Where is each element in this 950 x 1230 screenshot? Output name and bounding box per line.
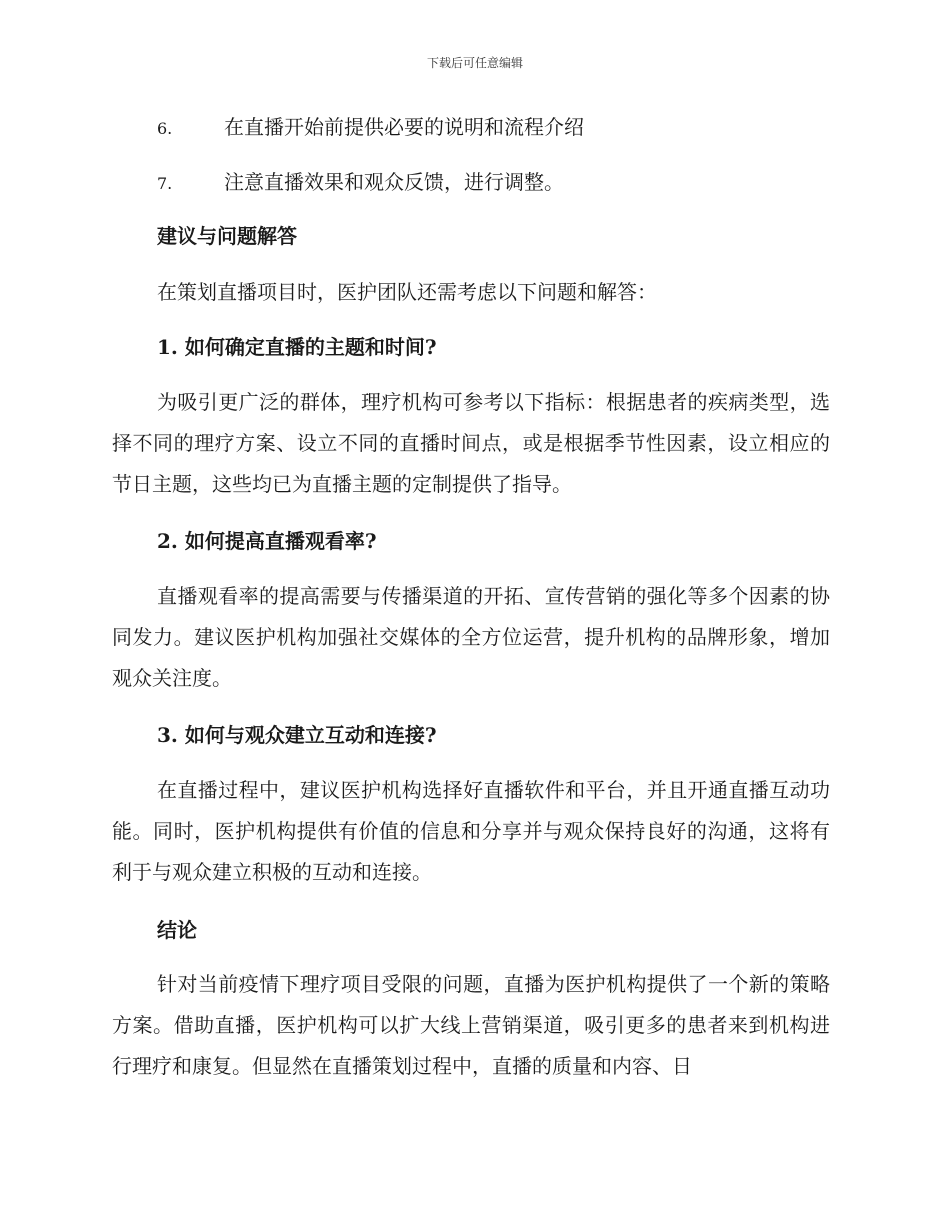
list-number: 6. xyxy=(157,119,173,138)
section-intro: 在策划直播项目时，医护团队还需考虑以下问题和解答： xyxy=(157,280,657,304)
question-1-answer: 为吸引更广泛的群体，理疗机构可参考以下指标：根据患者的疾病类型，选择不同的理疗方案、设立不同的直播时间点，或是根据季节性因素，设立相应的节日主题，这些均已为直播主题的定制提供了指导。 xyxy=(112,390,830,496)
list-number: 7. xyxy=(157,174,173,193)
question-3-answer: 在直播过程中，建议医护机构选择好直播软件和平台，并且开通直播互动功能。同时，医护机构提供有价值的信息和分享并与观众保持良好的沟通，这将有利于与观众建立积极的互动和连接。 xyxy=(112,778,830,884)
list-text: 在直播开始前提供必要的说明和流程介绍 xyxy=(224,115,584,139)
question-2-answer: 直播观看率的提高需要与传播渠道的开拓、宣传营销的强化等多个因素的协同发力。建议医护机构加强社交媒体的全方位运营，提升机构的品牌形象，增加观众关注度。 xyxy=(112,584,830,690)
list-text: 注意直播效果和观众反馈，进行调整。 xyxy=(224,170,564,194)
section-heading-suggestions: 建议与问题解答 xyxy=(157,224,297,248)
list-item-7 xyxy=(157,168,564,198)
conclusion-heading: 结论 xyxy=(157,918,197,942)
question-1-heading: 1. 如何确定直播的主题和时间? xyxy=(157,335,437,359)
header-note: 下载后可任意编辑 xyxy=(426,56,523,70)
question-3-heading: 3. 如何与观众建立互动和连接? xyxy=(157,723,437,747)
question-2-heading: 2. 如何提高直播观看率? xyxy=(157,529,377,553)
list-item-6 xyxy=(157,113,584,143)
conclusion-text: 针对当前疫情下理疗项目受限的问题，直播为医护机构提供了一个新的策略方案。借助直播，医护机构可以扩大线上营销渠道，吸引更多的患者来到机构进行理疗和康复。但显然在直播策划过程中，直播的质量和内容、日 xyxy=(112,972,830,1078)
